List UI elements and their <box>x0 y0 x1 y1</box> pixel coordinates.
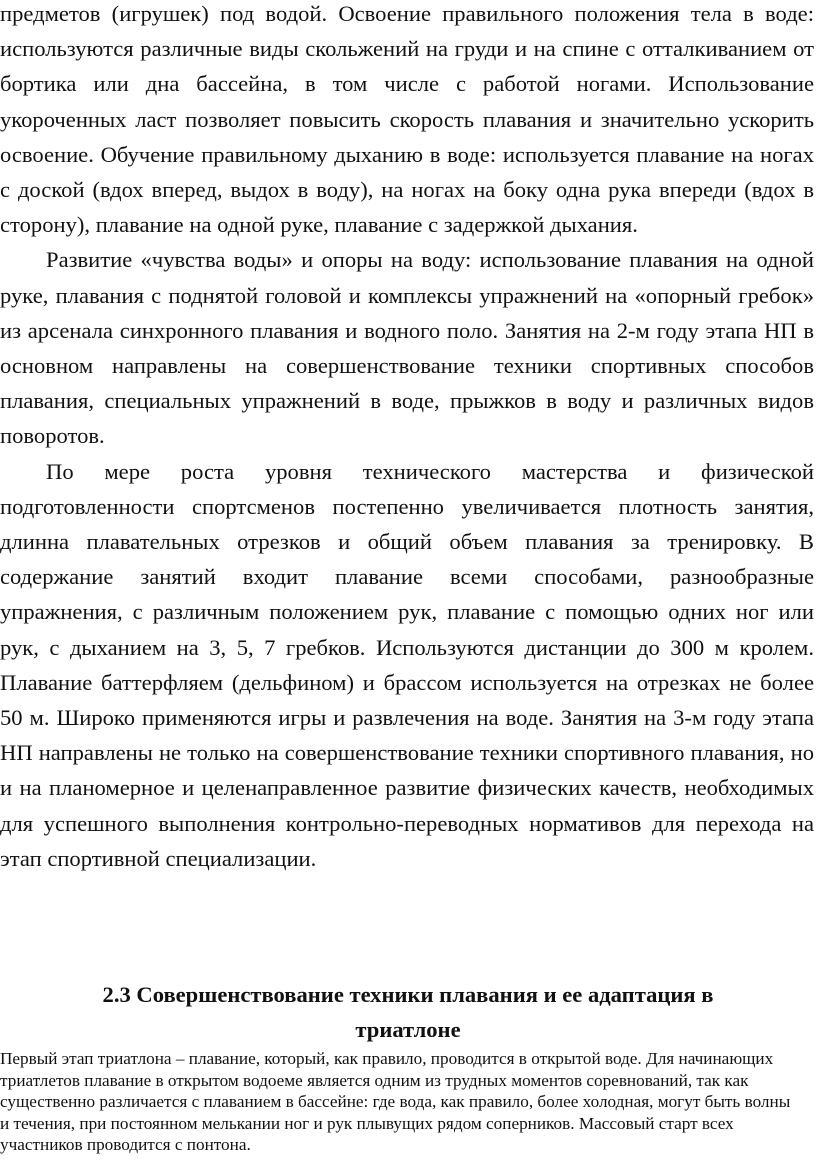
paragraph-triathlon-swim: Первый этап триатлона – плавание, который, как правило, проводится в открытой воде. Для начинающих триатлетов плавание в открытом водоеме является одним из трудных моментов соревнований, так как существенно различается с плаванием в бассейне: где вода, как правило, более холодная, могут быть волны и течения, при постоянном мелькании ног и рук плывущих рядом соперников. Массовый старт всех участников проводится с понтона. <box>0 1049 791 1155</box>
section-heading <box>0 977 816 1047</box>
section-heading-line-2: триатлоне <box>355 1017 461 1042</box>
paragraph-technical-mastery: По мере роста уровня технического мастерства и физической подготовленности спортсменов постепенно увеличивается плотность занятия, длинна плавательных отрезков и общий объем плавания за тренировку. В содержание занятий входит плавание всеми способами, разнообразные упражнения, с различным положением рук, плавание с помощью одних ног или рук, с дыханием на 3, 5, 7 гребков. Используются дистанции до 300 м кролем. Плавание баттерфляем (дельфином) и брассом используется на отрезках не более 50 м. Широко применяются игры и развлечения на воде. Занятия на 3-м году этапа НП направлены не только на совершенствование техники спортивного плавания, но и на планомерное и целенаправленное развитие физических качеств, необходимых для успешного выполнения контрольно-переводных нормативов для перехода на этап спортивной специализации. <box>0 458 814 871</box>
section-body <box>0 1048 800 1156</box>
section-heading-line-1: 2.3 Совершенствование техники плавания и ее адаптация в <box>102 982 714 1007</box>
paragraph-continuation: предметов (игрушек) под водой. Освоение правильного положения тела в воде: используются различные виды скольжений на груди и на спине с отталкиванием от бортика или дна бассейна, в том числе с работой ногами. Использование укороченных ласт позволяет повысить скорость плавания и значительно ускорить освоение. Обучение правильному дыханию в воде: используется плавание на ногах с доской (вдох вперед, выдох в воду), на ногах на боку одна рука впереди (вдох в сторону), плавание на одной руке, плавание с задержкой дыхания. <box>0 1 814 238</box>
paragraph-water-feel: Развитие «чувства воды» и опоры на воду: использование плавания на одной руке, плавания с поднятой головой и комплексы упражнений на «опорный гребок» из арсенала синхронного плавания и водного поло. Занятия на 2-м году этапа НП в основном направлены на совершенствование техники спортивных способов плавания, специальных упражнений в воде, прыжков в воду и различных видов поворотов. <box>0 247 814 449</box>
